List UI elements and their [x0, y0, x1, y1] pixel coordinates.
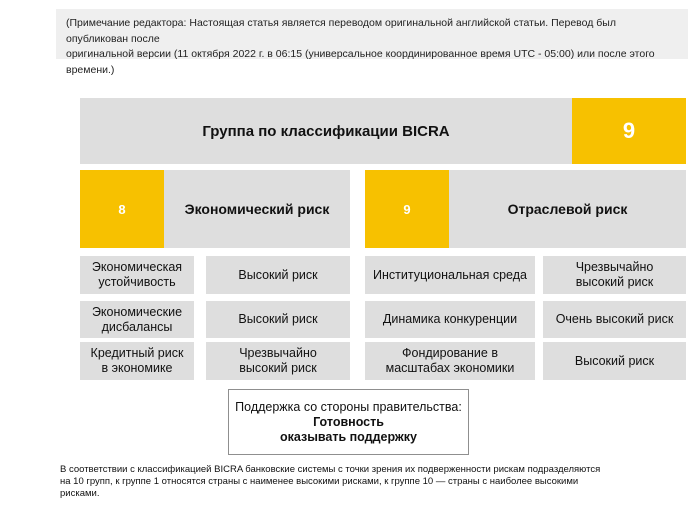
- economic-factor-cell: [80, 342, 194, 380]
- editor-note-line-2: оригинальной версии (11 октября 2022 г. в 06:15 (универсальное координированное время UTC - 05:00) или после этого времени.): [66, 48, 655, 76]
- economic-factor-line: Экономические: [91, 304, 183, 319]
- government-support-box: [228, 389, 469, 455]
- industry-risk-level-cell: [543, 301, 686, 338]
- industry-factor-line: Фондирование в: [402, 346, 498, 360]
- bicra-group-title: Группа по классификации BICRA: [80, 98, 572, 164]
- footnote: [60, 464, 620, 500]
- industry-risk-title: Отраслевой риск: [449, 170, 686, 248]
- industry-risk-level-line: Чрезвычайно: [575, 260, 654, 274]
- industry-factor-cell: [365, 342, 535, 380]
- industry-risk-level-line: Высокий риск: [574, 353, 655, 368]
- economic-factor-line: Экономическая: [91, 260, 183, 274]
- economic-risk-level-cell: [206, 256, 350, 294]
- economic-risk-level-cell: [206, 342, 350, 380]
- industry-factor-line: Институциональная среда: [373, 267, 527, 282]
- industry-factor-cell: [365, 256, 535, 294]
- industry-risk-level-cell: [543, 342, 686, 380]
- industry-factor-line: Динамика конкуренции: [382, 312, 518, 326]
- economic-factor-cell: [80, 256, 194, 294]
- editor-note-line-1: (Примечание редактора: Настоящая статья является переводом оригинальной английской статьи. Перевод был опубликован после: [66, 17, 616, 45]
- economic-factor-line: устойчивость: [98, 275, 176, 289]
- industry-risk-level-cell: [543, 256, 686, 294]
- economic-factor-line: Кредитный риск: [90, 346, 184, 360]
- economic-factor-line: в экономике: [101, 361, 173, 375]
- industry-risk-level-line: высокий риск: [575, 275, 654, 289]
- bicra-group-score: 9: [572, 98, 686, 164]
- footnote-line: В соответствии с классификацией BICRA банковские системы с точки зрения их подверженности рискам подразделяются: [60, 464, 601, 475]
- economic-risk-level-line: Высокий риск: [238, 267, 318, 282]
- industry-factor-cell: [365, 301, 535, 338]
- economic-risk-level-cell: [206, 301, 350, 338]
- economic-risk-title: Экономический риск: [164, 170, 350, 248]
- editor-note: [56, 9, 688, 76]
- economic-factor-cell: [80, 301, 194, 338]
- footnote-line: на 10 групп, к группе 1 относятся страны с наименее высокими рисками, к группе 10 — страны с наиболее высокими: [60, 476, 579, 487]
- footnote-line: рисками.: [60, 488, 100, 499]
- economic-risk-score: 8: [80, 170, 164, 248]
- government-support-value-line: оказывать поддержку: [279, 429, 418, 444]
- government-support-value-line: Готовность: [313, 414, 384, 429]
- industry-risk-level-line: Очень высокий риск: [555, 312, 674, 326]
- economic-risk-level-line: Высокий риск: [238, 312, 318, 326]
- economic-factor-line: дисбалансы: [101, 319, 173, 334]
- government-support-label: Поддержка со стороны правительства:: [235, 399, 462, 414]
- industry-factor-line: масштабах экономики: [385, 361, 515, 375]
- industry-risk-score: 9: [365, 170, 449, 248]
- economic-risk-level-line: высокий риск: [239, 361, 317, 375]
- economic-risk-level-line: Чрезвычайно: [239, 346, 317, 360]
